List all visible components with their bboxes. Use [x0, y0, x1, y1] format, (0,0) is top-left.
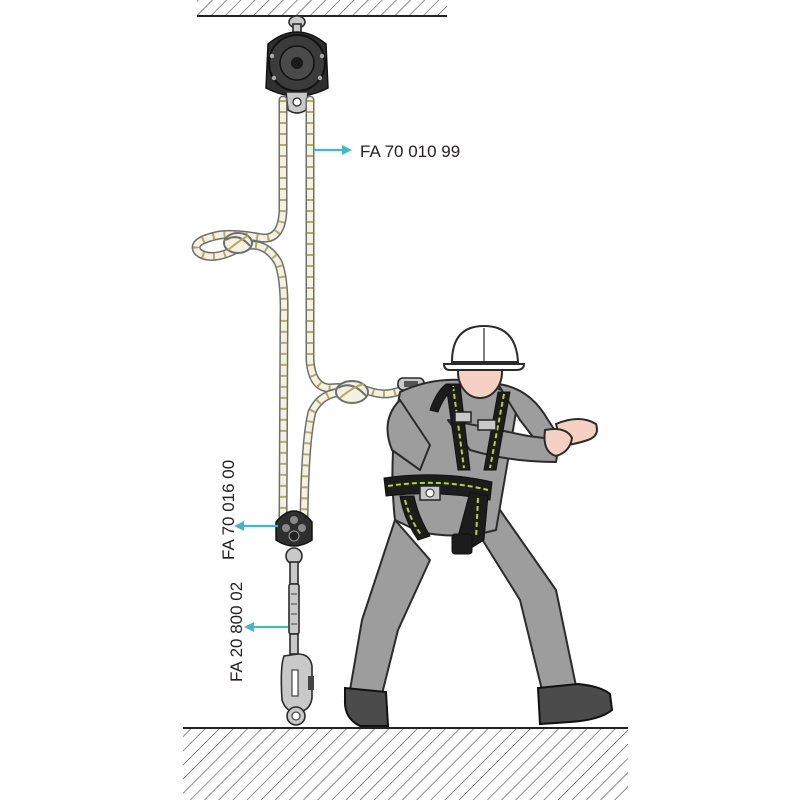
rope-system	[196, 100, 424, 520]
label-vertical-lower: FA 20 800 02	[227, 581, 246, 682]
callout-arrow-lower	[244, 622, 288, 632]
helmet-icon	[444, 326, 524, 370]
worker-figure	[345, 326, 612, 726]
floor	[183, 728, 628, 800]
figure-eight-knot-lower	[336, 381, 368, 403]
top-pulley-device	[266, 16, 328, 113]
figure-eight-knot-upper	[224, 233, 252, 253]
label-top-right: FA 70 010 99	[360, 142, 461, 161]
lower-pulley-device	[276, 511, 312, 546]
turnbuckle-tensioner	[286, 548, 302, 654]
ceiling	[197, 0, 447, 16]
label-vertical-upper: FA 70 016 00	[219, 459, 238, 560]
callout-arrow-top	[314, 145, 352, 155]
anchor-carabiner	[281, 654, 314, 725]
callout-arrow-middle	[234, 521, 278, 531]
